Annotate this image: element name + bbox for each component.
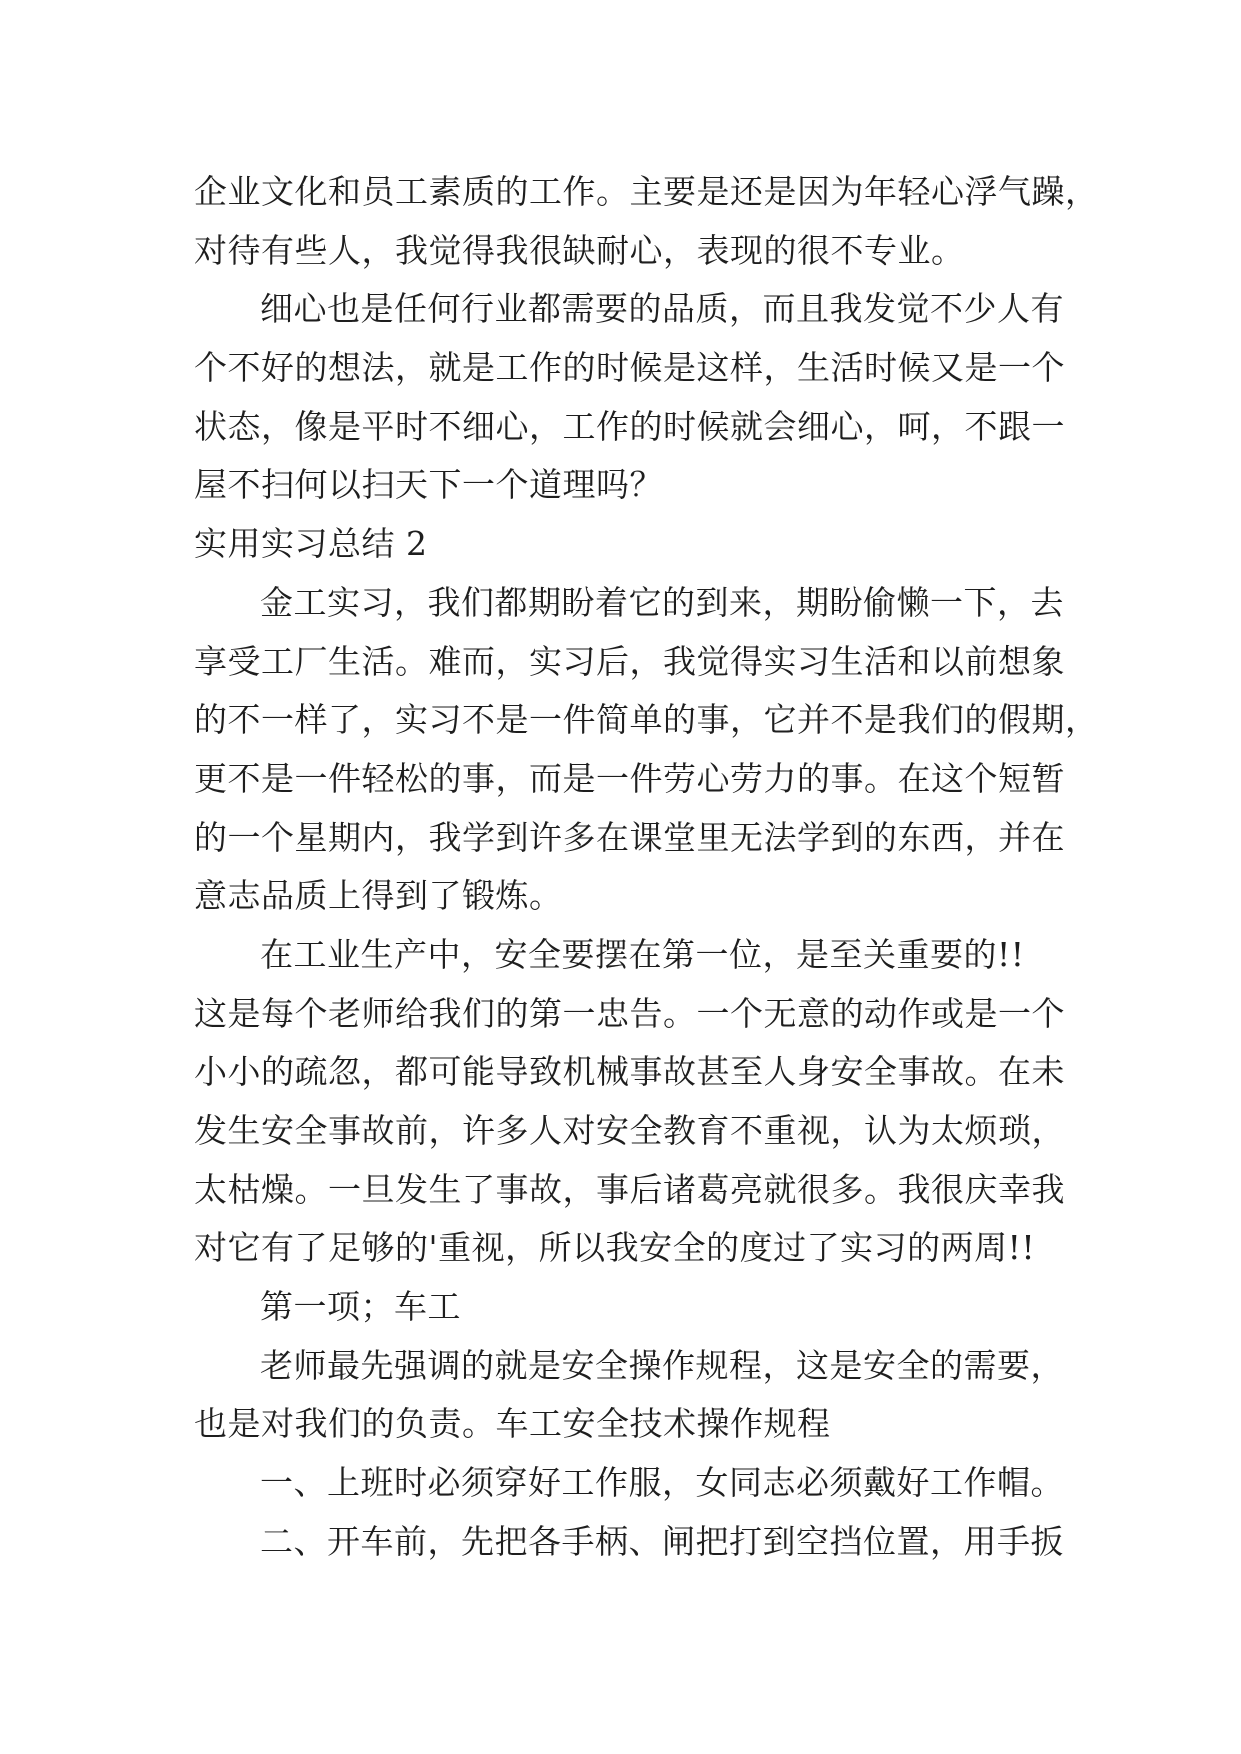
text-line: 享受工厂生活。难而，实习后，我觉得实习生活和以前想象 — [194, 641, 1065, 681]
text-line: 也是对我们的负责。车工安全技术操作规程 — [194, 1404, 831, 1444]
text-line: 细心也是任何行业都需要的品质，而且我发觉不少人有 — [260, 289, 1064, 329]
text-line: 对它有了足够的'重视，所以我安全的度过了实习的两周!! — [194, 1228, 1036, 1268]
text-line: 屋不扫何以扫天下一个道理吗？ — [194, 465, 663, 505]
text-line: 状态，像是平时不细心，工作的时候就会细心，呵，不跟一 — [194, 406, 1065, 446]
text-line: 的一个星期内，我学到许多在课堂里无法学到的东西，并在 — [194, 817, 1065, 857]
text-line: 太枯燥。一旦发生了事故，事后诸葛亮就很多。我很庆幸我 — [194, 1169, 1065, 1209]
text-line: 第一项；车工 — [260, 1287, 461, 1327]
text-line: 一、上班时必须穿好工作服，女同志必须戴好工作帽。 — [260, 1463, 1064, 1503]
text-line: 发生安全事故前，许多人对安全教育不重视，认为太烦琐， — [194, 1111, 1065, 1150]
text-line: 意志品质上得到了锻炼。 — [194, 876, 563, 916]
text-line: 这是每个老师给我们的第一忠告。一个无意的动作或是一个 — [194, 993, 1065, 1033]
text-line: 个不好的想法，就是工作的时候是这样，生活时候又是一个 — [194, 348, 1065, 388]
text-line: 金工实习，我们都期盼着它的到来，期盼偷懒一下，去 — [260, 582, 1064, 622]
text-line: 的不一样了，实习不是一件简单的事，它并不是我们的假期， — [194, 700, 1099, 740]
text-line: 在工业生产中，安全要摆在第一位，是至关重要的!! — [260, 934, 1025, 974]
text-line: 小小的疏忽，都可能导致机械事故甚至人身安全事故。在未 — [194, 1052, 1065, 1092]
document-body — [194, 163, 1154, 1572]
text-line: 老师最先强调的就是安全操作规程，这是安全的需要， — [260, 1345, 1064, 1385]
text-line: 对待有些人，我觉得我很缺耐心，表现的很不专业。 — [194, 230, 965, 270]
text-line: 二、开车前，先把各手柄、闸把打到空挡位置，用手扳 — [260, 1521, 1064, 1561]
section-heading: 实用实习总结 2 — [194, 524, 428, 564]
text-line: 企业文化和员工素质的工作。主要是还是因为年轻心浮气躁， — [194, 172, 1099, 211]
text-line: 更不是一件轻松的事，而是一件劳心劳力的事。在这个短暂 — [194, 758, 1065, 798]
